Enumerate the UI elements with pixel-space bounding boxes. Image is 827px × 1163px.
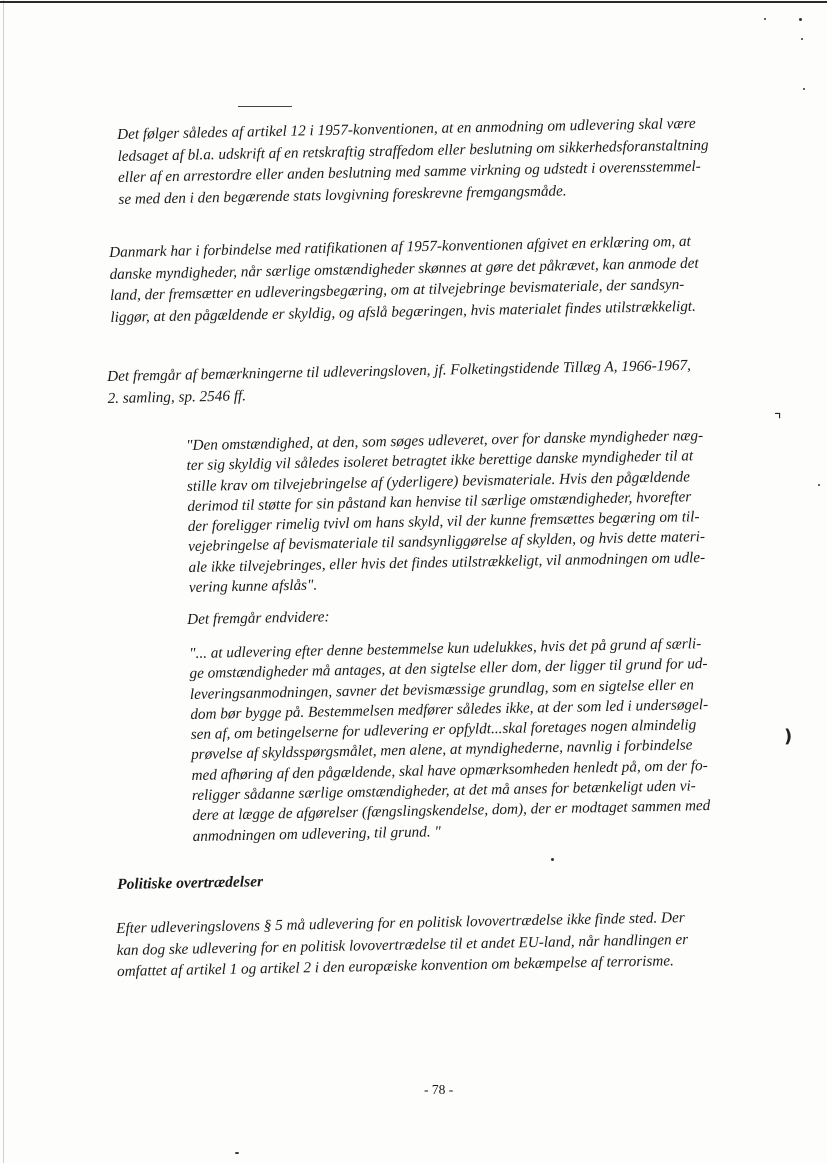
scan-speck [818, 484, 820, 486]
scan-speck [801, 38, 803, 40]
text-line: dere at lægge de afgørelser (fængslingskendelse, dom), der er modtaget sammen med [192, 797, 711, 825]
text-line: se med den i den begærende stats lovgivning foreskrevne fremgangsmåde. [118, 181, 567, 208]
text-line: religger sådanne særlige omstændigheder, at det må anses for betænkeligt uden vi- [191, 777, 696, 805]
scan-edge-shadow [3, 0, 4, 1163]
footnote-separator-rule [238, 106, 292, 107]
text-line: der foreligger rimelig tvivl om hans skyld, vil der kunne fremsættes begæring om til- [187, 508, 700, 536]
text-line: dom bør bygge på. Bestemmelsen medfører således ikke, at der som led i undersøgel- [190, 695, 709, 723]
text-line: Det fremgår endvidere: [187, 608, 330, 628]
text-line: leveringsanmodningen, savner det bevismæssige grundlag, som en sigtelse eller en [189, 675, 695, 703]
text-line: derimod til støtte for sin påstand kan henvise til særlige omstændigheder, hvorefter [187, 488, 692, 515]
top-border-rule [0, 1, 827, 3]
scan-speck [235, 1152, 239, 1154]
quote-2 [189, 634, 711, 847]
text-line: vejebringelse af bevismateriale til sandsynliggørelse af skylden, og hvis dette materi- [187, 528, 706, 556]
scan-speck [551, 858, 554, 861]
scan-speck [799, 18, 802, 21]
text-line: liggør, at den pågældende er skyldig, og afslå begæringen, hvis materialet findes utilstrækkeligt. [110, 297, 697, 326]
text-line: anmodningen om udlevering, til grund. " [192, 822, 441, 845]
text-line: ter sig skyldig vil således isoleret betragtet ikke berettige danske myndigheder til at [186, 447, 694, 475]
text-line: Det følger således af artikel 12 i 1957-konventionen, at en anmodning om udlevering skal være [117, 114, 696, 143]
margin-bracket-icon: ⌝ [774, 410, 782, 429]
text-line: omfattet af artikel 1 og artikel 2 i den europæiske konvention om bekæmpelse af terrorisme. [116, 952, 675, 980]
text-line: eller af en arrestordre eller anden beslutning med samme virkning og udstedt i overensstemmel- [117, 157, 701, 186]
text-line: sen af, om betingelserne for udlevering er opfyldt...skal foretages nogen almindelig [190, 716, 697, 744]
paragraph-final [116, 907, 689, 982]
section-heading: Politiske overtrædelser [117, 873, 264, 893]
text-line: Det fremgår af bemærkningerne til udleveringsloven, jf. Folketingstidende Tillæg A, 1966-1967, [107, 356, 692, 385]
quote-1 [186, 426, 706, 598]
text-line: danske myndigheder, når særlige omstændigheder skønnes at gøre det påkrævet, kan anmode det [109, 254, 699, 283]
text-line: ge omstændigheder må antages, at den sigtelse eller dom, der ligger til grund for ud- [189, 655, 708, 683]
text-line: med afhøring af den pågældende, skal have opmærksomheden henledt på, om der fo- [191, 756, 708, 784]
quote-intro [187, 607, 330, 630]
scan-speck [803, 88, 805, 90]
text-line: ledsaget af bl.a. udskrift af en retskraftig straffedom eller beslutning om sikkerhedsforanstaltning [117, 136, 709, 165]
text-line: ale ikke tilvejebringes, eller hvis det findes utilstrækkeligt, vil anmodningen om udle- [188, 548, 706, 576]
text-line: vering kunne afslås". [188, 576, 318, 597]
paragraph-1 [117, 113, 710, 210]
paragraph-3 [107, 355, 692, 409]
text-line: prøvelse af skyldsspørgsmålet, men alene, at myndighederne, navnlig i forbindelse [190, 736, 693, 764]
text-line: Danmark har i forbindelse med ratifikationen af 1957-konventionen afgivet en erklæring om, at [109, 232, 691, 261]
scan-speck [764, 18, 766, 20]
margin-bracket-icon: ) [784, 726, 793, 747]
text-line: "... at udlevering efter denne bestemmelse kun udelukkes, hvis det på grund af særli- [189, 635, 702, 662]
text-line: land, der fremsætter en udleveringsbegæring, om at tilvejebringe bevismateriale, der sandsyn- [109, 275, 685, 304]
text-line: kan dog ske udlevering for en politisk lovovertrædelse til et andet EU-land, når handlingen er [116, 930, 689, 959]
text-line: "Den omstændighed, at den, som søges udleveret, over for danske myndigheder næg- [186, 427, 704, 454]
text-line: stille krav om tilvejebringelse af (yderligere) bevismateriale. Hvis den pågældende [186, 467, 691, 495]
text-line: Efter udleveringslovens § 5 må udlevering for en politisk lovovertrædelse ikke finde sted. Der [116, 909, 685, 937]
page-number: - 78 - [424, 1082, 454, 1097]
text-line: 2. samling, sp. 2546 ff. [107, 386, 247, 407]
paragraph-2 [109, 231, 700, 328]
